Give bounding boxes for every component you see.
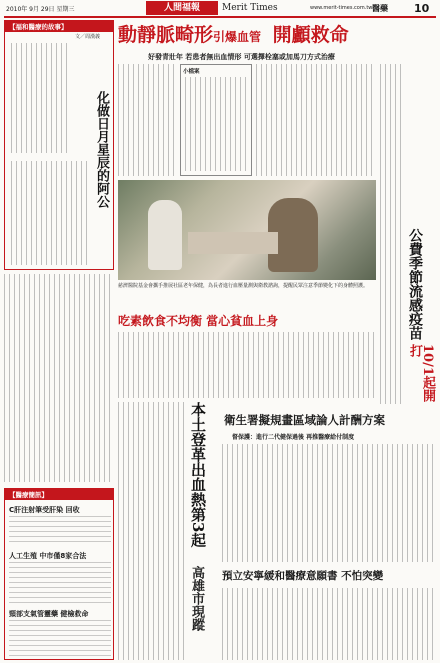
- lead-headline: [118, 20, 398, 50]
- brief-headline-2: 人工生殖 中市僅8家合法: [9, 552, 87, 560]
- anemia-headline: 吃素飲食不均衡 當心貧血上身: [118, 314, 279, 328]
- story-text-bottom: [11, 161, 89, 265]
- story-author: 文／周漢義: [75, 34, 101, 40]
- dengue-text-left: [118, 402, 186, 660]
- story-continued-text: [4, 274, 114, 482]
- issue-date: 2010年 9月 29日 星期三: [6, 6, 75, 13]
- story-text-top: [11, 43, 69, 153]
- photo-figure-nurse: [148, 200, 182, 270]
- column-title: 化做日月星辰的阿公: [94, 91, 109, 208]
- hospice-text: [222, 588, 436, 660]
- masthead: [0, 0, 440, 16]
- brief-text-1: [9, 516, 111, 546]
- photo-table: [188, 232, 278, 254]
- brief-text-2: [9, 562, 111, 604]
- page-number: 10: [414, 2, 430, 15]
- insurance-subheadline: 督保護：進行二代健保過後 再推醫療給付制度: [232, 434, 355, 441]
- fact-sidebar: [180, 64, 252, 176]
- news-photo: [118, 180, 376, 280]
- dengue-headline-b: 高雄市現蹤: [189, 566, 204, 631]
- lead-headline-part-c: 開顱救命: [272, 24, 349, 46]
- photo-caption: 慈濟醫院基金會攜手推展社區老年保健，為長者進行血壓量測與衛教諮詢，提醒民眾注意季節變化下的身體照護。: [118, 283, 369, 289]
- news-brief-box: [4, 488, 114, 660]
- lead-text-left: [118, 64, 178, 176]
- brand-logo: 人間福報: [146, 1, 218, 15]
- insurance-text: [222, 444, 436, 562]
- fact-sidebar-label: 小檔案: [183, 69, 200, 75]
- insurance-headline: 衛生署擬規畫區域論人計酬方案: [224, 413, 385, 427]
- section-name: 醫藥: [372, 4, 388, 13]
- lead-headline-part-b: 引爆血管: [213, 30, 262, 44]
- news-brief-box-title: 【醫療簡訊】: [5, 489, 113, 500]
- hospice-headline: 預立安寧緩和醫療意願書 不怕突變: [222, 570, 384, 582]
- anemia-text: [118, 332, 376, 398]
- brief-headline-3: 頸部支氣管靈藥 健檢救命: [9, 610, 89, 618]
- brand-english-name: Merit Times: [222, 3, 278, 13]
- lead-text-right: [256, 64, 376, 176]
- vaccine-date-headline: 10/1起開打: [407, 344, 435, 402]
- vaccine-headline: 公費季節流感疫苗: [407, 228, 423, 340]
- website-url: www.merit-times.com.tw: [310, 5, 373, 11]
- brief-headline-1: C肝注射筆受肝染 回收: [9, 506, 80, 514]
- vaccine-text: [380, 64, 404, 404]
- brief-text-3: [9, 620, 111, 656]
- story-box: [4, 20, 114, 270]
- dengue-headline: 本土登革出血熱第3起: [189, 402, 207, 548]
- fact-sidebar-text: [185, 77, 247, 171]
- story-box-title: 【福和醫療的故事】: [5, 21, 113, 32]
- lead-headline-part-a: 動靜脈畸形: [118, 24, 214, 46]
- lead-subheadline: 好發青壯年 若患者無出血情形 可選擇栓塞或加馬刀方式治療: [148, 53, 335, 61]
- header-rule: [4, 16, 436, 18]
